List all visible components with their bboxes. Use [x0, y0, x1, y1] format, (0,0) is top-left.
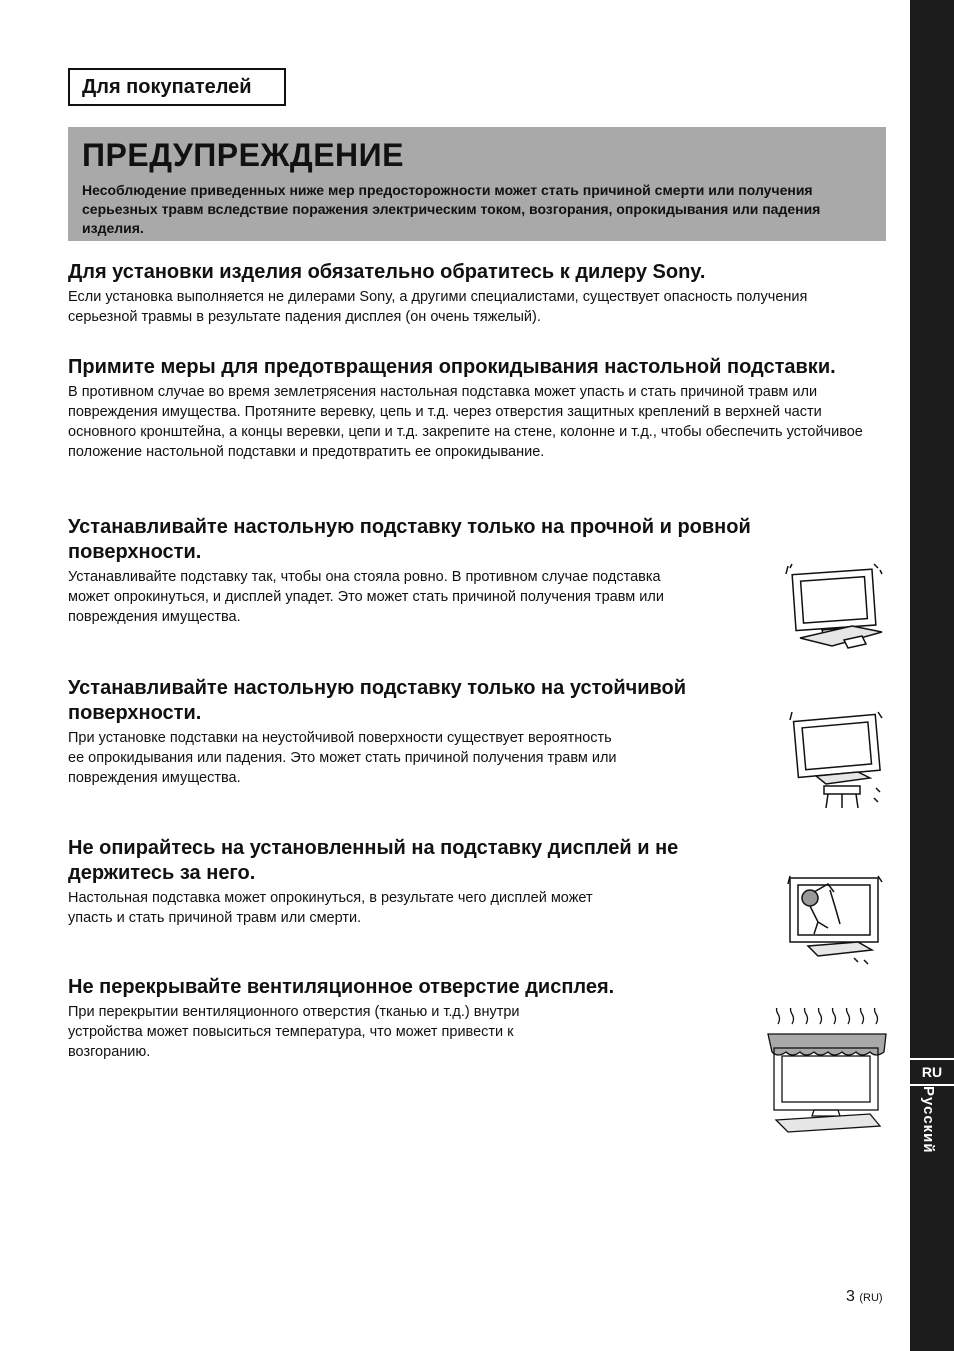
section-body: Настольная подставка может опрокинуться, в результате чего дисплей может упасть и стать причиной травм или смерти.: [68, 890, 593, 926]
warning-banner: [68, 127, 886, 241]
language-name-label: Русский: [920, 1086, 937, 1154]
tilted-display-illustration: [782, 560, 887, 652]
unstable-stand-illustration: [786, 708, 886, 808]
section-heading: Устанавливайте настольную подставку только на прочной и ровной поверхности.: [68, 516, 751, 563]
section-body: Если установка выполняется не дилерами Sony, а другими специалистами, существует опасность получения серьезной травмы в результате падения дисплея (он очень тяжелый).: [68, 289, 808, 325]
section-heading: Устанавливайте настольную подставку только на устойчивой поверхности.: [68, 677, 687, 724]
section-body: Устанавливайте подставку так, чтобы она стояла ровно. В противном случае подставка может опрокинуться, и дисплей упадет. Это может стать причиной получения травм или повреждения имущества.: [68, 569, 664, 625]
section-do-not-lean: [68, 836, 788, 928]
section-heading: Не перекрывайте вентиляционное отверстие дисплея.: [68, 976, 615, 998]
section-body: При перекрытии вентиляционного отверстия (тканью и т.д.) внутри устройства может повыситься температура, что может привести к возгоранию.: [68, 1004, 520, 1060]
section-body: В противном случае во время землетрясения настольная подставка может упасть и стать причиной травм или повреждения имущества. Протяните веревку, цепь и т.д. через отверстия защитных креплений в верхней части основного кронштейна, а концы веревки, цепи и т.д. закрепите на стене, колонне и т.д., чтобы обеспечить устойчивое положение настольной подставки и предотвратить ее опрокидывание.: [68, 384, 863, 460]
section-heading: Не опирайтесь на установленный на подставку дисплей и не держитесь за него.: [68, 837, 679, 884]
language-code-tab: RU: [910, 1058, 954, 1086]
audience-label: Для покупателей: [68, 68, 286, 106]
leaning-person-illustration: [784, 870, 886, 968]
page-number: 3 (RU): [846, 1288, 883, 1305]
section-body: При установке подставки на неустойчивой поверхности существует вероятность ее опрокидывания или падения. Это может стать причиной получения травм или повреждения имущества.: [68, 730, 617, 786]
section-prevent-tipping: [68, 355, 883, 462]
section-level-surface: [68, 515, 868, 627]
section-heading: Примите меры для предотвращения опрокидывания настольной подставки.: [68, 356, 836, 378]
covered-ventilation-illustration: [766, 1008, 888, 1134]
section-dealer-install: [68, 260, 848, 327]
warning-text: Несоблюдение приведенных ниже мер предосторожности может стать причиной смерти или получения серьезных травм вследствие поражения электрическим током, возгорания, опрокидывания или падения изделия.: [82, 182, 821, 236]
warning-title: ПРЕДУПРЕЖДЕНИЕ: [82, 137, 404, 173]
section-ventilation: [68, 975, 768, 1062]
section-heading: Для установки изделия обязательно обратитесь к дилеру Sony.: [68, 261, 706, 283]
section-stable-surface: [68, 676, 808, 788]
